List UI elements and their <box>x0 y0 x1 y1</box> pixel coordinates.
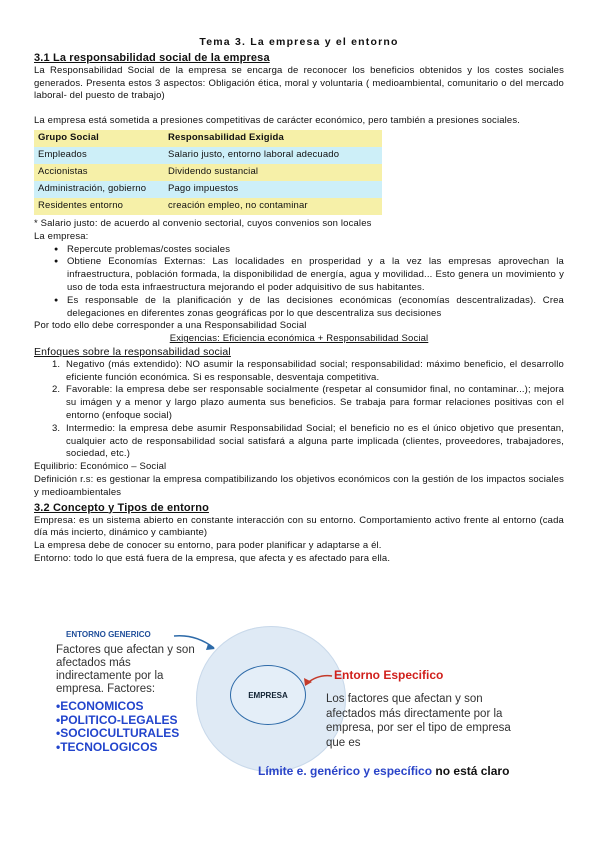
conclusion-text: Por todo ello debe corresponder a una Responsabilidad Social <box>34 320 307 332</box>
list-item: ● Obtiene Economías Externas: Las localidades en prosperidad y a la vez las empresas aprovechan la infraestructura, población formada, la disponibilidad de energía, agua y movilidad... Esto genera un movimiento y uso de toda esta infraestructura mejorando el poder adquisitivo de sus habitantes. <box>34 256 564 294</box>
table-row <box>34 147 382 164</box>
document-title: Tema 3. La empresa y el entorno <box>199 36 399 48</box>
specific-environment-text: Los factores que afectan y son afectados más directamente por la empresa, por ser el tipo de empresa que es <box>326 693 511 749</box>
list-item: •TECNOLOGICOS <box>56 739 158 754</box>
definition-text: Definición r.s: es gestionar la empresa compatibilizando los objetivos económicos con la gestión de los impactos sociales y medioambientales <box>34 473 564 498</box>
document-page <box>34 36 564 566</box>
paragraph-pressures: La empresa está sometida a presiones competitivas de carácter económico, pero también a presiones sociales. <box>34 115 521 127</box>
list-item: 1. Negativo (más extendido): NO asumir la responsabilidad social; responsabilidad: máximo beneficio, el desarrollo eficiente función económica. Si es responsable, desventaja competitiva. <box>52 358 564 383</box>
list-item: ● Es responsable de la planificación y de las decisiones económicas (economías descentralizadas). Crea delegaciones en diferentes zonas geográficas por lo que descentraliza sus decisiones <box>34 295 564 321</box>
table-header-row <box>34 130 382 147</box>
salary-note: * Salario justo: de acuerdo al convenio sectorial, cuyos convenios son locales <box>34 217 372 229</box>
table-cell: creación empleo, no contaminar <box>164 198 382 215</box>
list-item: ● Repercute problemas/costes sociales <box>34 244 564 257</box>
empresa-circle: EMPRESA <box>230 665 306 725</box>
list-item: •SOCIOCULTURALES <box>56 726 180 740</box>
table-cell: Pago impuestos <box>164 181 382 198</box>
table-row <box>34 181 382 198</box>
conocer-entorno-text: La empresa debe de conocer su entorno, para poder planificar y adaptarse a él. <box>34 540 382 552</box>
table-cell: Salario justo, entorno laboral adecuado <box>164 147 382 164</box>
specific-arrow-head <box>304 678 312 686</box>
table-row <box>34 198 382 215</box>
list-item: •ECONOMICOS <box>56 699 144 713</box>
table-cell: Dividendo sustancial <box>164 164 382 181</box>
table-header-cell: Responsabilidad Exigida <box>164 130 382 147</box>
table-cell: Accionistas <box>34 164 164 181</box>
list-item: 2. Favorable: la empresa debe ser responsable socialmente (respetar al consumidor final, no contaminar...); mejora su imágen y a menor y largo plazo aumenta sus beneficios. Se trabaja para formar relaciones positivas con el entorno (enfoque social) <box>52 384 564 421</box>
generic-environment-text: Factores que afectan y son afectados más indirectamente por la empresa. Factores: <box>56 644 195 695</box>
entorno-definition-text: Entorno: todo lo que está fuera de la empresa, que afecta y es afectado para ella. <box>34 552 391 564</box>
empresa-system-text: Empresa: es un sistema abierto en constante interacción con su entorno. Comportamiento activo frente al entorno (cada día más incierto, dinámico y cambiante) <box>34 514 564 539</box>
list-item: 3. Intermedio: la empresa debe asumir Responsabilidad Social; el beneficio no es el único objetivo que presentan, cualquier acto de responsabilidad social satisfará a alguna parte implicada (clientes, proveedores, trabajadores, sociedad, etc.) <box>52 422 564 460</box>
enfoques-list <box>34 359 564 461</box>
generic-environment-label: ENTORNO GENERICO <box>66 630 151 639</box>
generic-factors-list <box>56 700 206 754</box>
limit-note: Límite e. genérico y específico no está claro <box>258 764 510 778</box>
paragraph-rs-definition: La Responsabilidad Social de la empresa se encarga de reconocer los beneficios obtenidos y los costes sociales generados. Presenta estos 3 aspectos: Obligación ética, moral y voluntaria ( medioambiental, comunitario o del mercado laboral- del puesto de trabajo) <box>34 64 564 102</box>
table-cell: Residentes entorno <box>34 198 164 215</box>
table-row <box>34 164 382 181</box>
exigencias-line: Exigencias: Eficiencia económica + Responsabilidad Social <box>169 333 429 345</box>
social-responsibility-table <box>34 130 382 215</box>
empresa-bullets <box>34 244 564 321</box>
section-3-2-heading: 3.2 Concepto y Tipos de entorno <box>34 501 209 514</box>
specific-environment-label: Entorno Especifico <box>334 668 444 682</box>
table-header-cell: Grupo Social <box>34 130 164 147</box>
equilibrio-text: Equilibrio: Económico – Social <box>34 461 167 473</box>
enfoques-heading: Enfoques sobre la responsabilidad social <box>34 345 231 358</box>
la-empresa-label: La empresa: <box>34 230 89 242</box>
entorno-diagram <box>56 622 526 782</box>
section-3-1-heading: 3.1 La responsabilidad social de la empresa <box>34 51 270 64</box>
list-item: •POLITICO-LEGALES <box>56 712 178 727</box>
table-cell: Administración, gobierno <box>34 181 164 198</box>
table-cell: Empleados <box>34 147 164 164</box>
